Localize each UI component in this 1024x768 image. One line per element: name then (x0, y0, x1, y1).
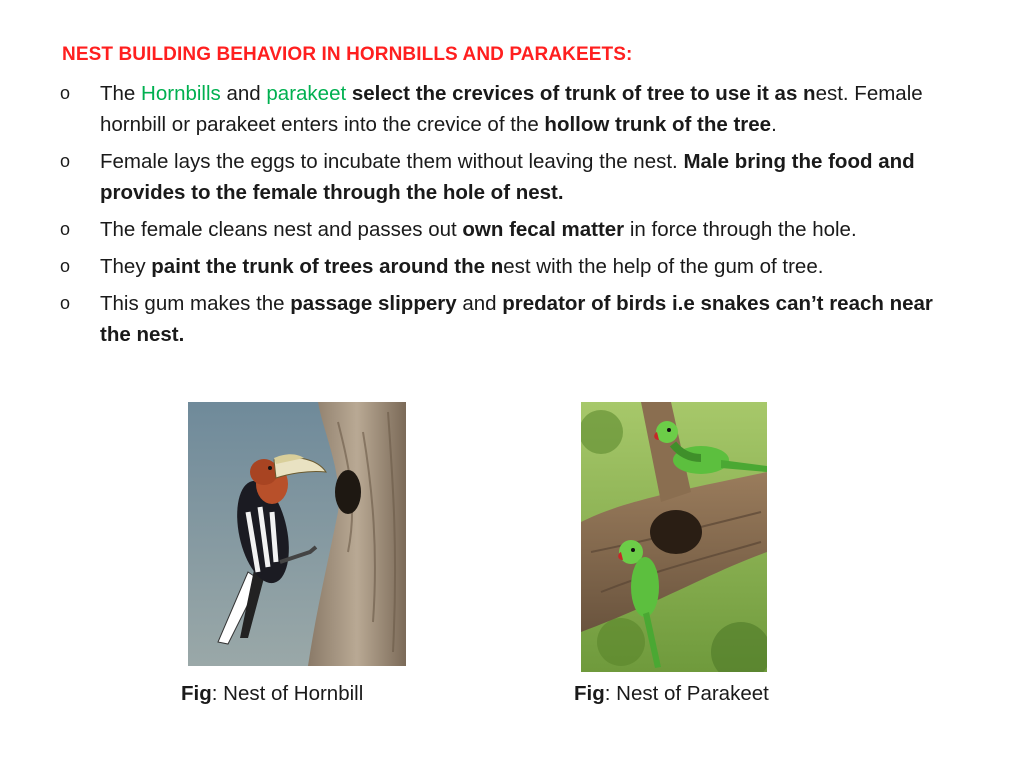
bullet-marker: o (60, 256, 71, 276)
bullet-text-segment: select the crevices of trunk of tree to use it as n (351, 82, 816, 105)
bullet-text-segment: hollow trunk of the tree (544, 113, 772, 136)
bullet-text-segment: in force through the hole. (624, 218, 857, 241)
bullet-list (58, 78, 968, 356)
bullet-text-segment: They (100, 255, 152, 278)
bullet-marker: o (60, 83, 71, 103)
slide-title: NEST BUILDING BEHAVIOR IN HORNBILLS AND PARAKEETS: (62, 44, 633, 65)
bullet-text-segment: passage slippery (290, 292, 457, 315)
bullet-marker: o (60, 293, 71, 313)
bullet-item (58, 251, 968, 282)
caption-parakeet-text: : Nest of Parakeet (604, 682, 769, 705)
bullet-item (58, 288, 968, 350)
bullet-text-segment: parakeet (266, 82, 347, 105)
caption-hornbill (181, 682, 363, 706)
bullet-text-segment: and (220, 82, 267, 105)
caption-parakeet-label: Fig (574, 682, 605, 705)
bullet-text-segment: and (456, 292, 503, 315)
bullet-text-segment: est with the help of the gum of tree. (503, 255, 824, 278)
bullet-marker: o (60, 219, 71, 239)
bullet-item (58, 146, 968, 208)
parakeet-nest-photo (581, 402, 767, 672)
bullet-text-segment: The female cleans nest and passes out (100, 218, 463, 241)
hornbill-nest-photo (188, 402, 406, 666)
bullet-text-segment: The (100, 82, 142, 105)
bullet-text-segment: Male bring the food and provides to the female through the hole of nest. (100, 150, 915, 204)
bullet-text-segment: predator of birds i.e snakes can’t reach near the nest. (100, 292, 933, 346)
bullet-text-segment: Female lays the eggs to incubate them without leaving the nest. (100, 150, 684, 173)
bullet-text-segment: . (771, 113, 777, 136)
caption-hornbill-text: : Nest of Hornbill (211, 682, 364, 705)
hornbill-photo-illustration (188, 402, 406, 666)
bullet-text-segment: paint the trunk of trees around the n (151, 255, 504, 278)
bullet-item (58, 214, 968, 245)
bullet-text-segment: est. Female hornbill or parakeet enters into the crevice of the (100, 82, 923, 136)
bullet-text-segment: This gum makes the (100, 292, 291, 315)
bullet-text-segment: own fecal matter (462, 218, 625, 241)
bullet-item (58, 78, 968, 140)
caption-parakeet (574, 682, 769, 706)
bullet-text-segment: Hornbills (141, 82, 221, 105)
caption-hornbill-label: Fig (181, 682, 212, 705)
parakeet-photo-illustration (581, 402, 767, 672)
bullet-marker: o (60, 151, 71, 171)
